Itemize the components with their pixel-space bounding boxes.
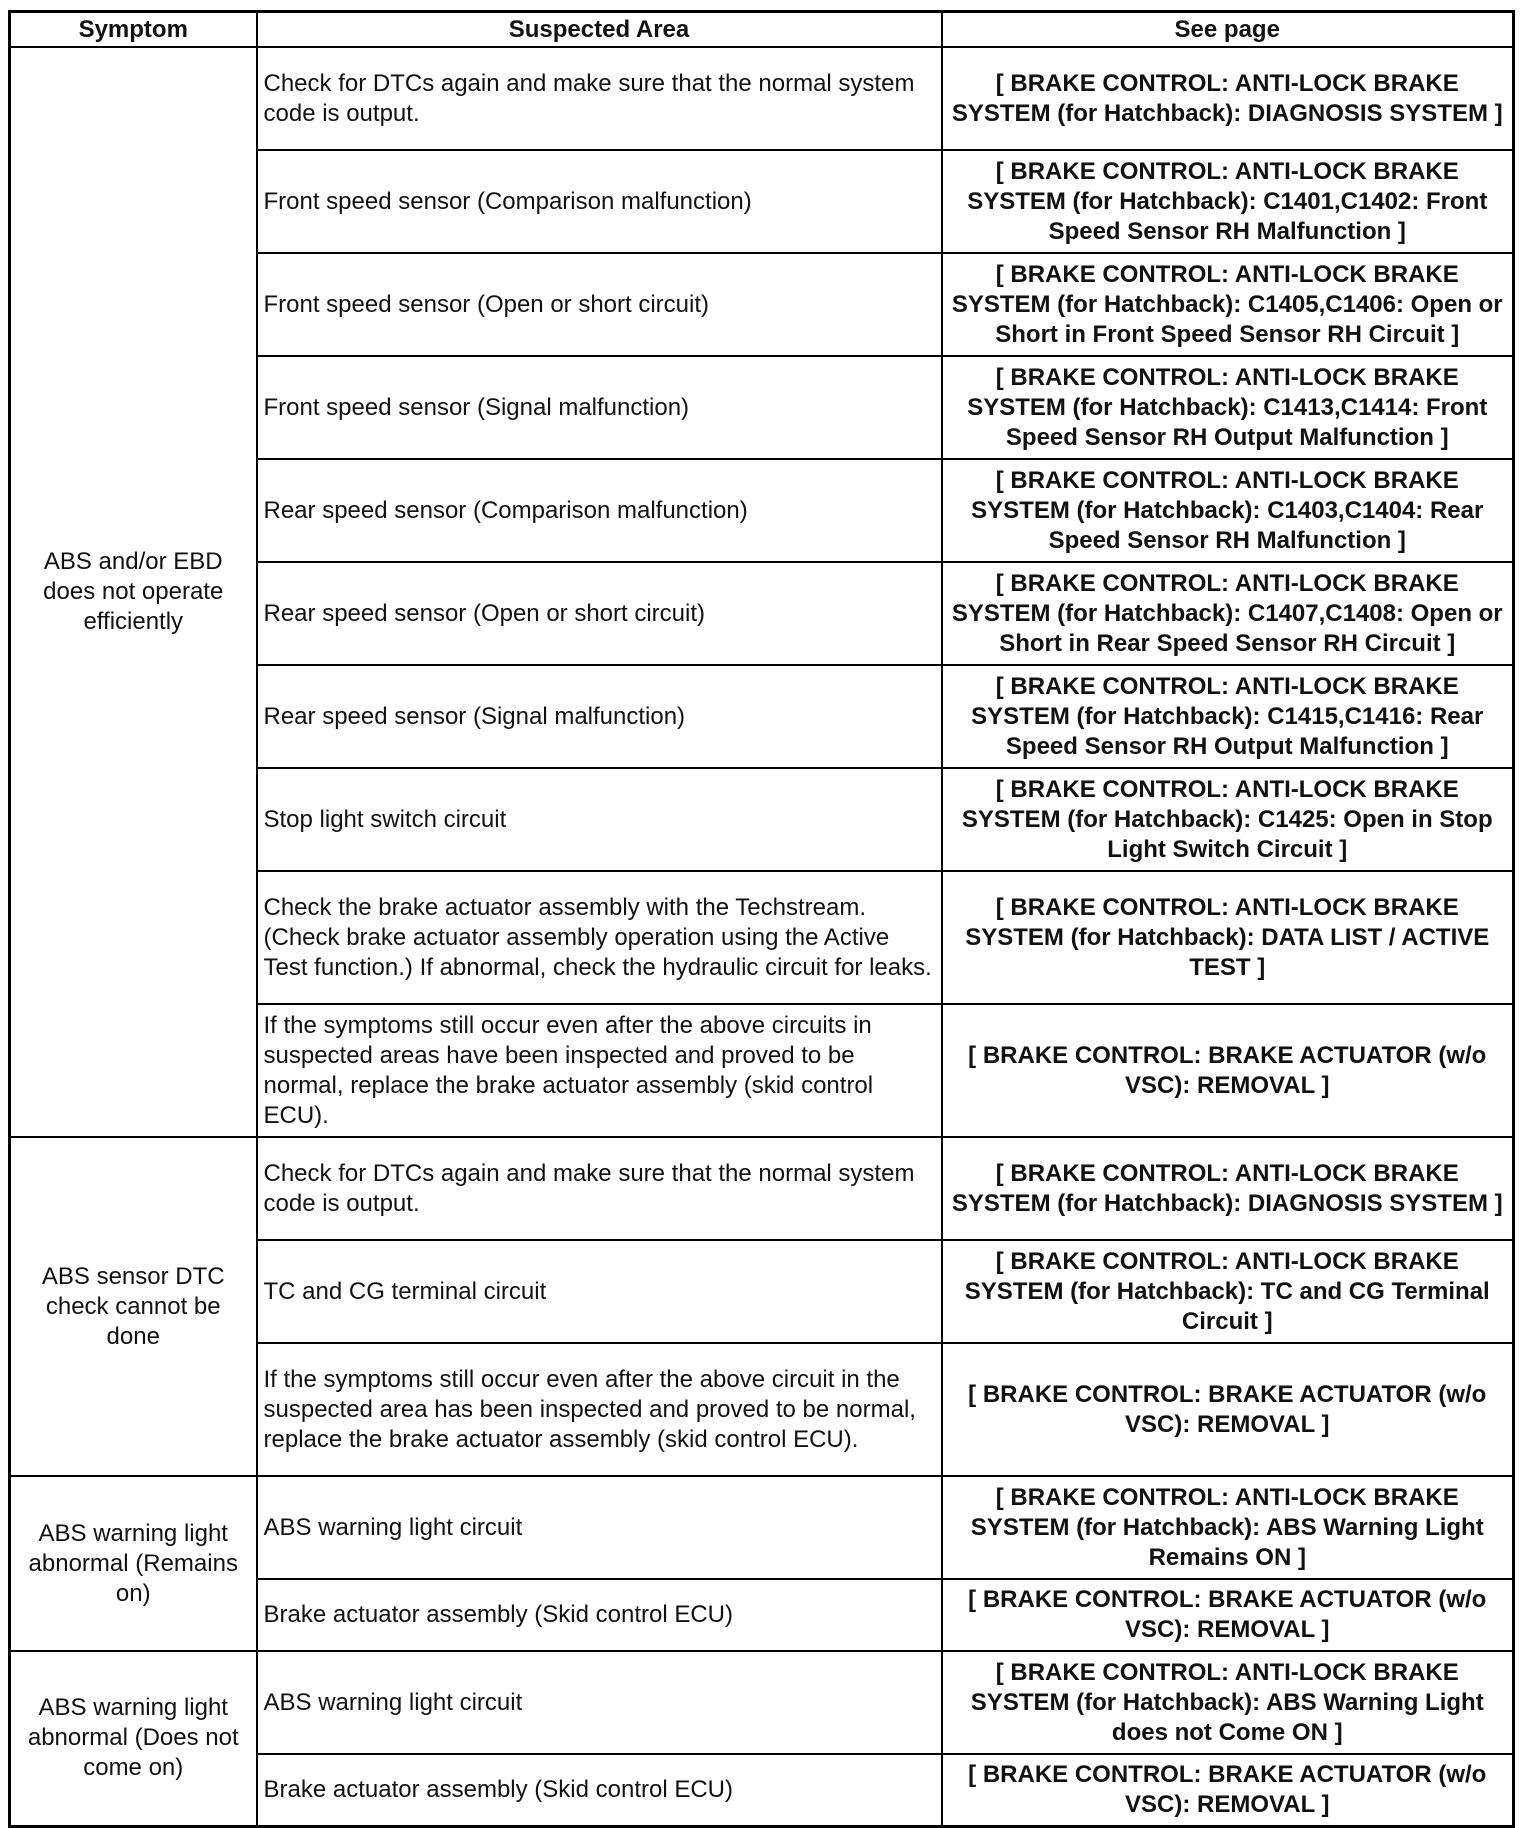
- symptom-cell: ABS and/or EBD does not operate efficiently: [10, 47, 257, 1137]
- see-page-link[interactable]: [ BRAKE CONTROL: BRAKE ACTUATOR (w/o VSC): REMOVAL ]: [942, 1754, 1514, 1826]
- suspected-area-cell: Rear speed sensor (Comparison malfunction): [257, 459, 942, 562]
- suspected-area-cell: ABS warning light circuit: [257, 1476, 942, 1579]
- see-page-link[interactable]: [ BRAKE CONTROL: BRAKE ACTUATOR (w/o VSC): REMOVAL ]: [942, 1004, 1514, 1137]
- table-row: [10, 47, 1514, 150]
- suspected-area-cell: Brake actuator assembly (Skid control ECU): [257, 1579, 942, 1651]
- see-page-link[interactable]: [ BRAKE CONTROL: ANTI-LOCK BRAKE SYSTEM (for Hatchback): ABS Warning Light does not Come ON ]: [942, 1651, 1514, 1754]
- suspected-area-cell: Front speed sensor (Signal malfunction): [257, 356, 942, 459]
- symptom-cell: ABS warning light abnormal (Remains on): [10, 1476, 257, 1651]
- symptom-cell: ABS sensor DTC check cannot be done: [10, 1137, 257, 1476]
- see-page-link[interactable]: [ BRAKE CONTROL: BRAKE ACTUATOR (w/o VSC): REMOVAL ]: [942, 1343, 1514, 1476]
- column-header-suspected-area: Suspected Area: [257, 12, 942, 48]
- suspected-area-cell: ABS warning light circuit: [257, 1651, 942, 1754]
- see-page-link[interactable]: [ BRAKE CONTROL: ANTI-LOCK BRAKE SYSTEM (for Hatchback): ABS Warning Light Remains ON ]: [942, 1476, 1514, 1579]
- see-page-link[interactable]: [ BRAKE CONTROL: ANTI-LOCK BRAKE SYSTEM (for Hatchback): C1415,C1416: Rear Speed Sensor RH Output Malfunction ]: [942, 665, 1514, 768]
- suspected-area-cell: If the symptoms still occur even after the above circuit in the suspected area has been inspected and proved to be normal, replace the brake actuator assembly (skid control ECU).: [257, 1343, 942, 1476]
- table-row: [10, 1137, 1514, 1240]
- suspected-area-cell: Front speed sensor (Comparison malfunction): [257, 150, 942, 253]
- suspected-area-cell: Check for DTCs again and make sure that the normal system code is output.: [257, 47, 942, 150]
- table-row: [10, 1651, 1514, 1754]
- symptom-cell: ABS warning light abnormal (Does not come on): [10, 1651, 257, 1826]
- problem-symptoms-table: [8, 10, 1515, 1828]
- suspected-area-cell: Check for DTCs again and make sure that the normal system code is output.: [257, 1137, 942, 1240]
- suspected-area-cell: If the symptoms still occur even after the above circuits in suspected areas have been inspected and proved to be normal, replace the brake actuator assembly (skid control ECU).: [257, 1004, 942, 1137]
- suspected-area-cell: Check the brake actuator assembly with the Techstream. (Check brake actuator assembly operation using the Active Test function.) If abnormal, check the hydraulic circuit for leaks.: [257, 871, 942, 1004]
- suspected-area-cell: Brake actuator assembly (Skid control ECU): [257, 1754, 942, 1826]
- see-page-link[interactable]: [ BRAKE CONTROL: ANTI-LOCK BRAKE SYSTEM (for Hatchback): TC and CG Terminal Circuit ]: [942, 1240, 1514, 1343]
- table-row: [10, 1476, 1514, 1579]
- suspected-area-cell: TC and CG terminal circuit: [257, 1240, 942, 1343]
- see-page-link[interactable]: [ BRAKE CONTROL: ANTI-LOCK BRAKE SYSTEM (for Hatchback): C1403,C1404: Rear Speed Sensor RH Malfunction ]: [942, 459, 1514, 562]
- column-header-symptom: Symptom: [10, 12, 257, 48]
- see-page-link[interactable]: [ BRAKE CONTROL: ANTI-LOCK BRAKE SYSTEM (for Hatchback): C1401,C1402: Front Speed Sensor RH Malfunction ]: [942, 150, 1514, 253]
- suspected-area-cell: Rear speed sensor (Signal malfunction): [257, 665, 942, 768]
- suspected-area-cell: Stop light switch circuit: [257, 768, 942, 871]
- column-header-see-page: See page: [942, 12, 1514, 48]
- see-page-link[interactable]: [ BRAKE CONTROL: ANTI-LOCK BRAKE SYSTEM (for Hatchback): C1405,C1406: Open or Short in Front Speed Sensor RH Circuit ]: [942, 253, 1514, 356]
- suspected-area-cell: Front speed sensor (Open or short circuit): [257, 253, 942, 356]
- see-page-link[interactable]: [ BRAKE CONTROL: ANTI-LOCK BRAKE SYSTEM (for Hatchback): DATA LIST / ACTIVE TEST ]: [942, 871, 1514, 1004]
- see-page-link[interactable]: [ BRAKE CONTROL: ANTI-LOCK BRAKE SYSTEM (for Hatchback): C1407,C1408: Open or Short in Rear Speed Sensor RH Circuit ]: [942, 562, 1514, 665]
- table-header-row: [10, 12, 1514, 48]
- see-page-link[interactable]: [ BRAKE CONTROL: ANTI-LOCK BRAKE SYSTEM (for Hatchback): C1413,C1414: Front Speed Sensor RH Output Malfunction ]: [942, 356, 1514, 459]
- suspected-area-cell: Rear speed sensor (Open or short circuit): [257, 562, 942, 665]
- diagnosis-table-wrapper: [8, 10, 1512, 1828]
- see-page-link[interactable]: [ BRAKE CONTROL: BRAKE ACTUATOR (w/o VSC): REMOVAL ]: [942, 1579, 1514, 1651]
- see-page-link[interactable]: [ BRAKE CONTROL: ANTI-LOCK BRAKE SYSTEM (for Hatchback): DIAGNOSIS SYSTEM ]: [942, 47, 1514, 150]
- see-page-link[interactable]: [ BRAKE CONTROL: ANTI-LOCK BRAKE SYSTEM (for Hatchback): DIAGNOSIS SYSTEM ]: [942, 1137, 1514, 1240]
- see-page-link[interactable]: [ BRAKE CONTROL: ANTI-LOCK BRAKE SYSTEM (for Hatchback): C1425: Open in Stop Light Switch Circuit ]: [942, 768, 1514, 871]
